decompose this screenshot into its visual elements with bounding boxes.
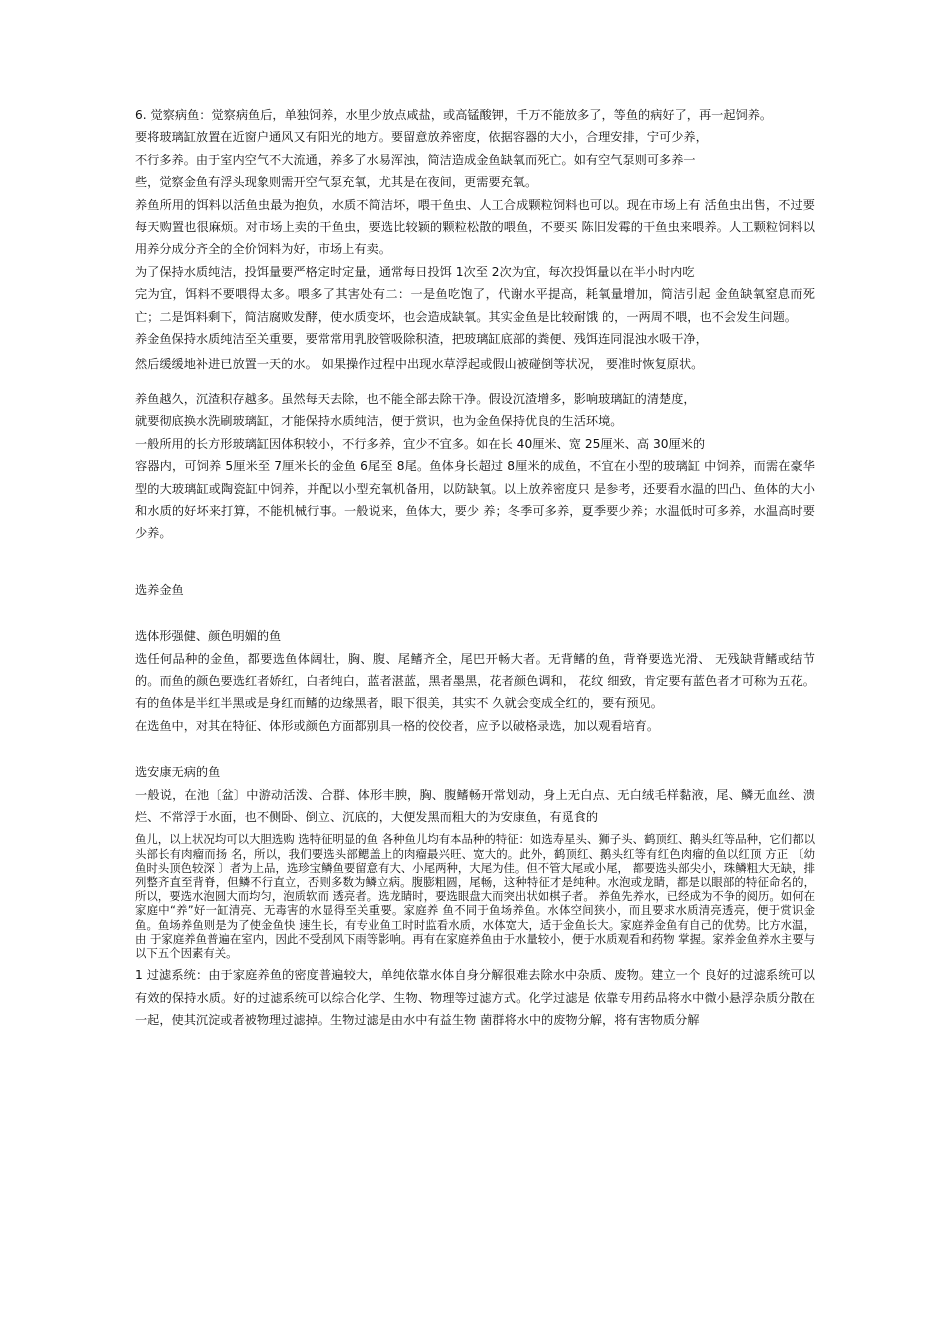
color-paragraph: 选任何品种的金鱼，都要选鱼体阔壮，胸、腹、尾鳍齐全，尾巴开畅大者。无背鳍的鱼，背脊要选光滑、 无残缺背鳍或结节的。而鱼的颜色要选红者娇红，白者纯白，蓝者湛蓝，黑者墨黑，花者颜色调和， 花纹 细致，肯定要有蓝色者才可称为五花。有的鱼体是半红半黑或是身红而鳍的边缘黑者，眼下很美，其实不 久就会变成全红的，要有预见。: [135, 651, 815, 711]
dense-paragraph: 鱼儿，以上状况均可以大胆选购 选特征明显的鱼 各种鱼儿均有本品种的特征：如选寿星头、狮子头、鹤顶红、鹅头红等品种，它们都以头部长有肉瘤而扬 名，所以，我们要选头部鳃盖上的肉瘤最兴旺、宽大的。此外，鹤顶红、鹅头红等有红色肉瘤的鱼以红顶 方正 〔幼鱼时头顶色较深 〕者为上品，选珍宝鳞鱼要留意有大、小尾两种，大尾为佳。但不管大尾或小尾， 都要选头部尖小，珠鳞粗大无缺，排列整齐直至背脊，但鳞不行直立，否则多数为鳞立病。腹膨粗圆，尾畅，这种特征才是纯种。水泡或龙睛，都是以眼部的特征命名的，所以，要选水泡圆大而均匀，泡质软而 透亮者。选龙睛时，要选眼盘大而突出状如棋子者。 养鱼先养水，已经成为不争的阅历。如何在家庭中“养”好一缸清亮、无毒害的水显得至关重要。家庭养 鱼不同于鱼场养鱼。水体空间狭小，而且要求水质清亮透亮，便于赏识金鱼。鱼场养鱼则是为了使金鱼快 速生长，有专业鱼工时时监看水质，水体宽大，适于金鱼长大。家庭养金鱼有自己的优势。比方水温，由 于家庭养鱼普遍在室内，因此不受刮风下雨等影响。再有在家庭养鱼由于水量较小，便于水质观看和药物 掌握。家养金鱼养水主要与以下五个因素有关。: [135, 832, 815, 960]
text-line: 不行多养。由于室内空气不大流通，养多了水易浑浊，简洁造成金鱼缺氧而死亡。如有空气泵则可多养一: [135, 152, 696, 167]
text-line: 养金鱼保持水质纯洁至关重要，要常常用乳胶管吸除积渣，把玻璃缸底部的粪便、残饵连同混浊水吸干净，: [135, 332, 708, 347]
text-line: 要将玻璃缸放置在近窗户通风又有阳光的地方。要留意放养密度，依据容器的大小，合理安排，宁可少养，: [135, 130, 708, 145]
subsection-title: 选安康无病的鱼: [135, 765, 221, 780]
health-paragraph: 一般说，在池〔盆〕中游动活泼、合群、体形丰腴，胸、腹鳍畅开常划动，身上无白点、无白绒毛样黏液，尾、鳞无血丝、溃烂、不常浮于水面，也不侧卧、倒立、沉底的，大便发黑而粗大的为安康鱼，有觅食的: [135, 787, 815, 824]
section-title: 选养金鱼: [135, 582, 184, 597]
subsection-title: 选体形强健、颜色明媚的鱼: [135, 629, 282, 644]
text-line: 些，觉察金鱼有浮头现象则需开空气泵充氧，尤其是在夜间，更需要充氧。: [135, 175, 538, 190]
feed-paragraph-2: 完为宜，饵料不要喂得太多。喂多了其害处有二：一是鱼吃饱了，代谢水平提高，耗氧量增加，简洁引起 金鱼缺氧窒息而死亡；二是饵料剩下，简洁腐败发酵，使水质变坏，也会造成缺氧。其实金鱼是比较耐饿 的，一两周不喂，也不会发生问题。: [135, 287, 815, 324]
text-line: 就要彻底换水洗刷玻璃缸，才能保持水质纯洁，便于赏识，也为金鱼保持优良的生活环境。: [135, 414, 623, 429]
text-line: 在选鱼中，对其在特征、体形或颜色方面都别具一格的佼佼者，应予以破格录选，加以观看培育。: [135, 718, 660, 733]
text-line: 一般所用的长方形玻璃缸因体积较小，不行多养，宜少不宜多。如在长 40厘米、宽 25厘米、高 30厘米的: [135, 436, 706, 451]
filter-paragraph: 1 过滤系统：由于家庭养鱼的密度普遍较大，单纯依靠水体自身分解很难去除水中杂质、废物。建立一个 良好的过滤系统可以有效的保持水质。好的过滤系统可以综合化学、生物、物理等过滤方式。化学过滤是 依靠专用药品将水中微小悬浮杂质分散在一起，使其沉淀或者被物理过滤掉。生物过滤是由水中有益生物 菌群将水中的废物分解，将有害物质分解: [135, 968, 815, 1028]
feed-paragraph: 养鱼所用的饵料以活鱼虫最为抱负，水质不简洁坏，喂干鱼虫、人工合成颗粒饲料也可以。现在市场上有 活鱼虫出售，不过要每天购置也很麻烦。对市场上卖的干鱼虫，要选比较颖的颗粒松散的喂鱼，不要买 陈旧发霉的干鱼虫来喂养。人工颗粒饲料以用养分成分齐全的全价饲料为好，市场上有卖。: [135, 197, 815, 257]
text-line: 为了保持水质纯洁，投饵量要严格定时定量，通常每日投饵 1次至 2次为宜，每次投饵量以在半小时内吃: [135, 264, 695, 279]
tank-paragraph: 容器内，可饲养 5厘米至 7厘米长的金鱼 6尾至 8尾。鱼体身长超过 8厘米的成鱼，不宜在小型的玻璃缸 中饲养，而需在豪华型的大玻璃缸或陶瓷缸中饲养，并配以小型充氧机备用，以防缺氧。以上放养密度只 是参考，还要看水温的凹凸、鱼体的大小和水质的好坏来打算，不能机械行事。一般说来，鱼体大，要少 养；冬季可多养，夏季要少养；水温低时可多养，水温高时要少养。: [135, 459, 815, 541]
document-page: [135, 104, 815, 1031]
text-line: 6. 觉察病鱼：觉察病鱼后，单独饲养，水里少放点咸盐，或高锰酸钾，千万不能放多了，等鱼的病好了，再一起饲养。: [135, 108, 773, 122]
text-line: 然后缓缓地补进已放置一天的水。 如果操作过程中出现水草浮起或假山被碰倒等状况， 要准时恢复原状。: [135, 357, 704, 372]
text-line: 养鱼越久，沉渣积存越多。虽然每天去除，也不能全部去除干净。假设沉渣增多，影响玻璃缸的清楚度，: [135, 391, 696, 406]
